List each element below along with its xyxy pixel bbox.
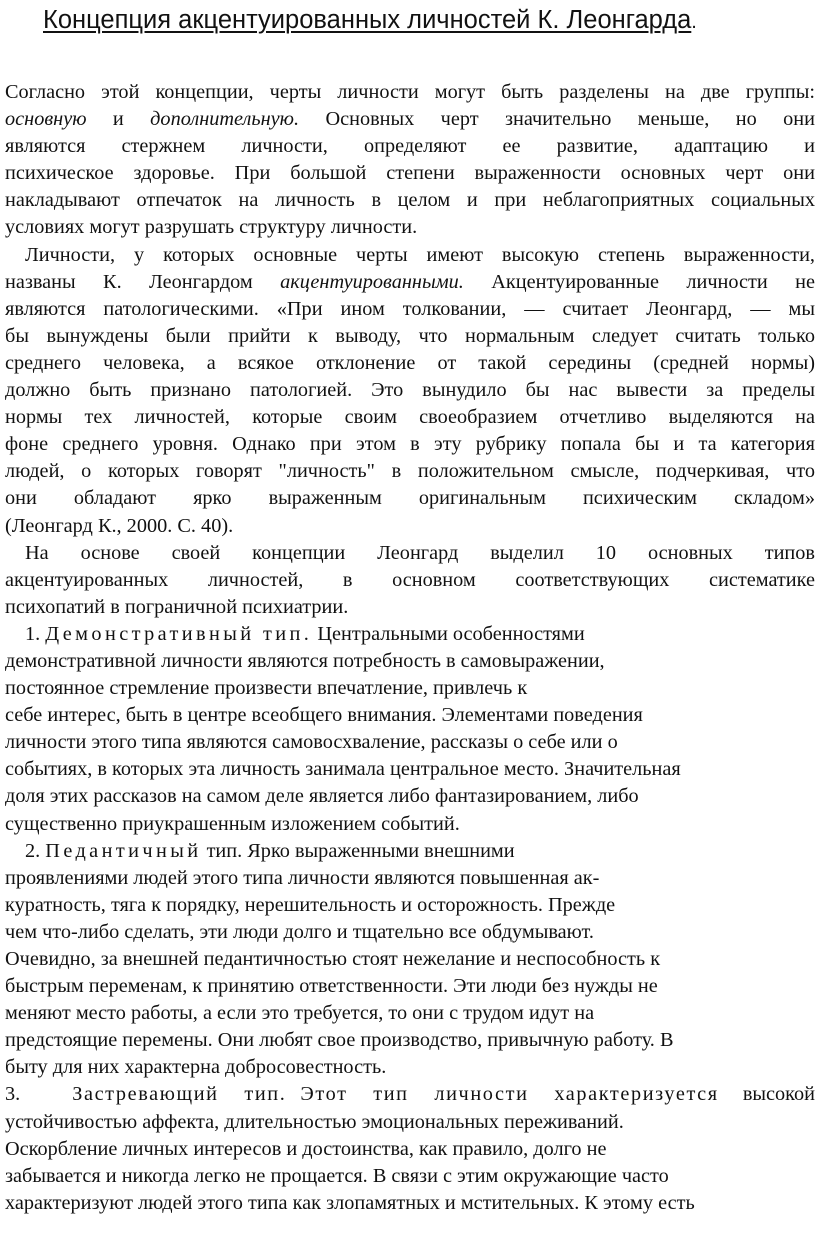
text-line: себе интерес, быть в центре всеобщего внимания. Элементами поведения — [5, 704, 643, 727]
text-line: среднего человека, а всякое отклонение от такой середины (средней нормы) — [5, 351, 815, 374]
text-line: быстрым переменам, к принятию ответственности. Эти люди без нужды не — [5, 975, 658, 998]
italic-term: акцентуированными. — [280, 270, 464, 293]
text-line: психическое здоровье. При большой степени выраженности основных черт они — [5, 162, 815, 185]
text-line: людей, о которых говорят "личность" в положительном смысле, подчеркивая, что — [5, 460, 815, 483]
text-line: они обладают ярко выраженным оригинальным психическим складом» — [5, 487, 815, 510]
text-line: (Леонгард К., 2000. С. 40). — [5, 514, 234, 537]
text-line: 2. Педантичный тип. Ярко выраженными внешними — [25, 839, 515, 862]
italic-term: дополнительную. — [150, 108, 300, 131]
text-line: На основе своей концепции Леонгард выделил 10 основных типов — [25, 541, 815, 564]
text-line: бы вынуждены были прийти к выводу, что нормальным следует считать только — [5, 324, 815, 347]
text-line: основную и дополнительную. Основных черт значительно меньше, но они — [5, 108, 815, 131]
text-line: Очевидно, за внешней педантичностью стоят нежелание и неспособность к — [5, 948, 661, 970]
text-line: устойчивостью аффекта, длительностью эмоциональных переживаний. — [5, 1110, 624, 1133]
text-line: событиях, в которых эта личность занимала центральное место. Значительная — [5, 758, 681, 781]
document-title — [43, 4, 697, 38]
text-line: существенно приукрашенным изложением событий. — [5, 812, 460, 835]
text-line: предстоящие перемены. Они любят свое производство, привычную работу. В — [5, 1029, 674, 1052]
text-line: куратность, тяга к порядку, нерешительность и осторожность. Прежде — [5, 893, 616, 916]
text-line: являются стержнем личности, определяют ее развитие, адаптацию и — [5, 135, 815, 158]
document-body — [5, 79, 815, 1217]
text-line: быту для них характерна добросовестность. — [5, 1056, 387, 1079]
text-line: условиях могут разрушать структуру личности. — [5, 216, 418, 239]
text-line: 3. Застревающий тип. Этот тип личности характеризуется высокой — [5, 1083, 815, 1106]
text-line: психопатий в пограничной психиатрии. — [5, 595, 349, 618]
text-line: меняют место работы, а если это требуется, то они с трудом идут на — [5, 1002, 595, 1025]
text-line: постоянное стремление произвести впечатление, привлечь к — [5, 677, 528, 700]
text-line: чем что-либо сделать, эти люди долго и тщательно все обдумывают. — [5, 920, 594, 943]
document-title-period: . — [691, 11, 697, 33]
text-line: доля этих рассказов на самом деле является либо фантазированием, либо — [5, 785, 639, 808]
text-line: Оскорбление личных интересов и достоинства, как правило, долго не — [5, 1137, 607, 1160]
text-line: накладывают отпечаток на личность в целом и при неблагоприятных социальных — [5, 189, 815, 212]
text-line: должно быть признано патологией. Это вынудило бы нас вывести за пределы — [5, 379, 815, 402]
text-line: личности этого типа являются самовосхваление, рассказы о себе или о — [5, 731, 618, 754]
text-line: акцентуированных личностей, в основном соответствующих систематике — [5, 568, 815, 591]
italic-term: основную — [5, 108, 87, 131]
text-line: 1. Демонстративный тип. Центральными особенностями — [25, 622, 585, 645]
type-name: Педантичный — [45, 839, 202, 862]
type-name: Демонстративный тип. — [45, 622, 313, 645]
text-line: фоне среднего уровня. Однако при этом в эту рубрику попала бы и та категория — [5, 433, 815, 456]
text-line: нормы тех личностей, которые своим своеобразием отчетливо выделяются на — [5, 406, 815, 429]
text-line: названы К. Леонгардом акцентуированными. Акцентуированные личности не — [5, 270, 815, 293]
document-title-text: Концепция акцентуированных личностей К. Леонгарда — [43, 6, 692, 34]
type-name: Застревающий тип. — [72, 1083, 287, 1106]
text-line: являются патологическими. «При ином толковании, — считает Леонгард, — мы — [5, 297, 815, 320]
text-line: забывается и никогда легко не прощается. В связи с этим окружающие часто — [5, 1164, 669, 1187]
text-line: демонстративной личности являются потребность в самовыражении, — [5, 649, 605, 672]
text-line: характеризуют людей этого типа как злопамятных и мстительных. К этому есть — [5, 1191, 695, 1214]
text-line: проявлениями людей этого типа личности являются повышенная ак- — [5, 866, 600, 889]
text-line: Личности, у которых основные черты имеют высокую степень выраженности, — [25, 243, 815, 266]
text-line: Согласно этой концепции, черты личности могут быть разделены на две группы: — [5, 81, 815, 103]
